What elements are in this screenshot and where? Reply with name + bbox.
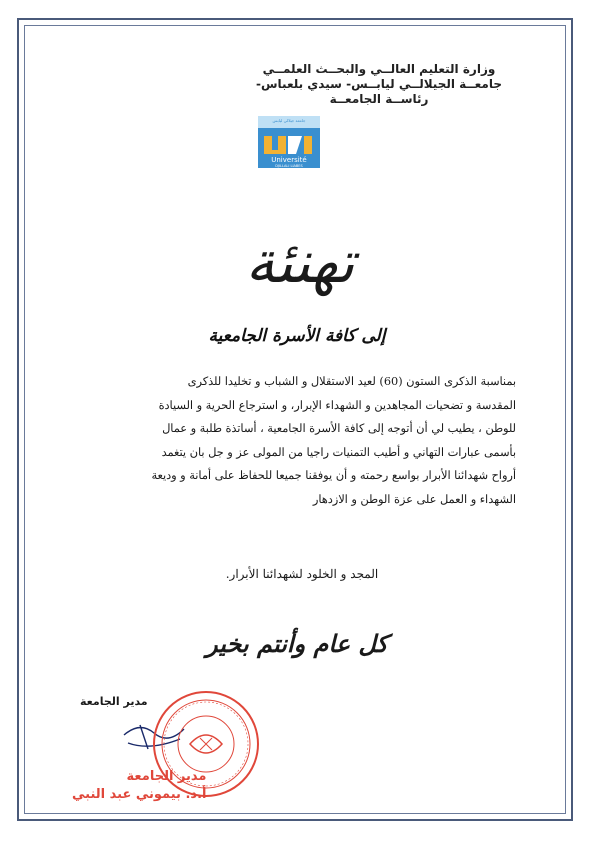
body-line: للوطن ، يطيب لي أن أتوجه إلى كافة الأسرة الجامعية ، أساتذة طلبة و عمال (162, 422, 516, 436)
subtitle: إلى كافة الأسرة الجامعية (208, 326, 386, 346)
stamp-title: مدير الجامعة (126, 769, 207, 784)
university-line: جامعــة الجيلالــي ليابــس- سيدي بلعباس- (256, 77, 502, 91)
greeting-calligraphy (206, 612, 388, 672)
greeting-text: كل عام وأنتم بخير (206, 629, 388, 658)
body-line: الشهداء و العمل على عزة الوطن و الازدهار (312, 492, 516, 506)
stamp-name: أ.د. بيموني عبد النبي (72, 787, 207, 802)
director-signature-stamp (72, 768, 206, 804)
letterhead (256, 62, 502, 107)
body-line: بمناسبة الذكرى الستون (60) لعيد الاستقلال و الشباب و تخليدا للذكرى (187, 375, 516, 388)
director-label: مدير الجامعة (80, 695, 148, 708)
body-line: بأسمى عبارات التهاني و أطيب التمنيات راجيا من المولى عز و جل بان يتغمد (161, 445, 516, 459)
university-logo (254, 116, 324, 176)
logo-name-text: Université (271, 156, 307, 164)
presidency-line: رئاســة الجامعــة (329, 92, 429, 106)
logo-arabic-text: جامعة جيلالي ليابس (272, 118, 306, 123)
title-text: تهنئة (245, 228, 355, 296)
congratulations-calligraphy (200, 210, 400, 310)
body-line: المقدسة و تضحيات المجاهدين و الشهداء الإبرار، و استرجاع الحرية و السيادة (158, 398, 516, 412)
body-line: أرواح شهدائنا الأبرار بواسع رحمته و أن يوفقنا جميعا للحفاظ على أمانة و وديعة (151, 469, 516, 483)
closing-line: المجد و الخلود لشهدائنا الأبرار. (225, 567, 379, 581)
ministry-line: وزارة التعليم العالــي والبحــث العلمــي (262, 62, 496, 76)
message-body (84, 370, 516, 512)
logo-subname-text: DJILLALI LIABES (275, 164, 303, 168)
